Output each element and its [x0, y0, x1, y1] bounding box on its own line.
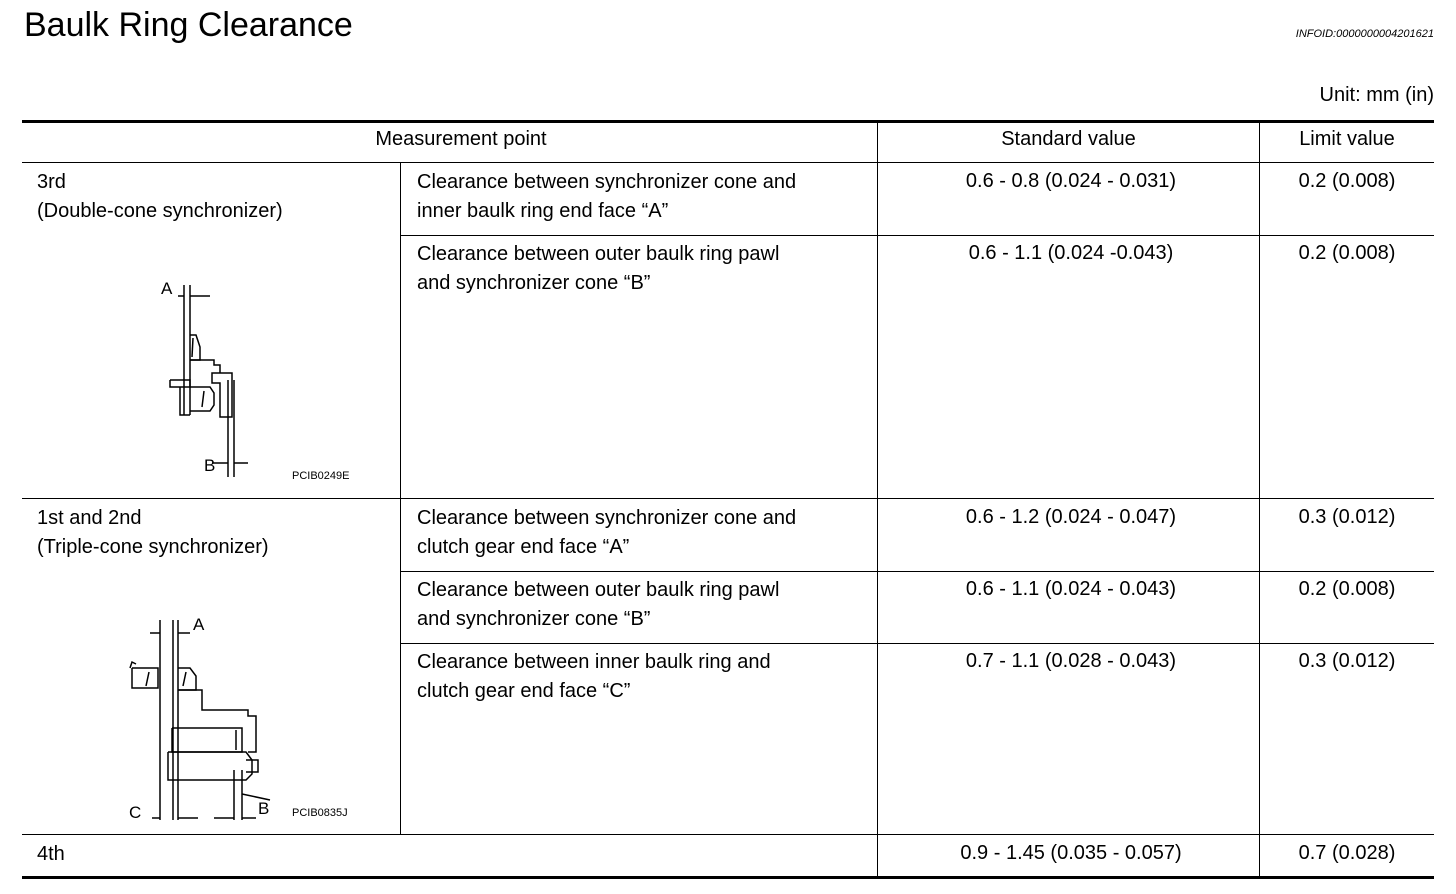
standard-value: 0.9 - 1.45 (0.035 - 0.057): [960, 842, 1182, 864]
measurement-point-text: Clearance between synchronizer cone and inner baulk ring end face “A”: [417, 171, 797, 222]
header-measurement-point: Measurement point: [375, 128, 547, 150]
table-bottom-rule: [22, 876, 1434, 879]
page-title: Baulk Ring Clearance: [24, 6, 353, 44]
group-rule: [22, 498, 1434, 499]
row-rule: [400, 643, 1434, 644]
figure-label-a: A: [193, 615, 205, 634]
measurement-point-text: Clearance between outer baulk ring pawl and synchronizer cone “B”: [417, 579, 780, 630]
group-name: 1st and 2nd (Triple-cone synchronizer): [37, 507, 269, 558]
standard-value: 0.6 - 1.1 (0.024 -0.043): [968, 242, 1174, 264]
standard-value: 0.6 - 0.8 (0.024 - 0.031): [965, 170, 1177, 192]
measurement-point-text: Clearance between inner baulk ring and clutch gear end face “C”: [417, 651, 771, 702]
column-divider: [400, 162, 401, 498]
unit-label: Unit: mm (in): [1319, 84, 1434, 106]
limit-value: 0.2 (0.008): [1298, 578, 1396, 600]
measurement-point-text: Clearance between synchronizer cone and clutch gear end face “A”: [417, 507, 797, 558]
limit-value: 0.3 (0.012): [1298, 506, 1396, 528]
figure-label-b: B: [204, 456, 216, 475]
limit-value: 0.2 (0.008): [1298, 170, 1396, 192]
group-name: 3rd (Double-cone synchronizer): [37, 171, 283, 222]
clearance-table: [22, 120, 1434, 878]
standard-value: 0.6 - 1.2 (0.024 - 0.047): [965, 506, 1177, 528]
limit-value: 0.2 (0.008): [1298, 242, 1396, 264]
standard-value: 0.7 - 1.1 (0.028 - 0.043): [965, 650, 1177, 672]
row-rule: [400, 571, 1434, 572]
header-rule: [22, 162, 1434, 163]
figure-label-a: A: [161, 279, 173, 298]
figure-code: PCIB0249E: [292, 470, 350, 482]
column-divider: [877, 120, 878, 878]
figure-code: PCIB0835J: [292, 807, 348, 819]
info-id: INFOID:0000000004201621: [1295, 28, 1434, 40]
group-rule: [22, 834, 1434, 835]
measurement-point-text: Clearance between outer baulk ring pawl and synchronizer cone “B”: [417, 243, 780, 294]
standard-value: 0.6 - 1.1 (0.024 - 0.043): [965, 578, 1177, 600]
header-limit-value: Limit value: [1299, 128, 1395, 150]
limit-value: 0.7 (0.028): [1298, 842, 1396, 864]
header-standard-value: Standard value: [1001, 128, 1136, 150]
row-rule: [400, 235, 1434, 236]
table-top-rule: [22, 120, 1434, 123]
limit-value: 0.3 (0.012): [1298, 650, 1396, 672]
column-divider: [400, 498, 401, 834]
figure-label-b: B: [258, 799, 270, 818]
column-divider: [1259, 120, 1260, 878]
figure-label-c: C: [129, 803, 142, 822]
group-name: 4th: [37, 843, 65, 865]
